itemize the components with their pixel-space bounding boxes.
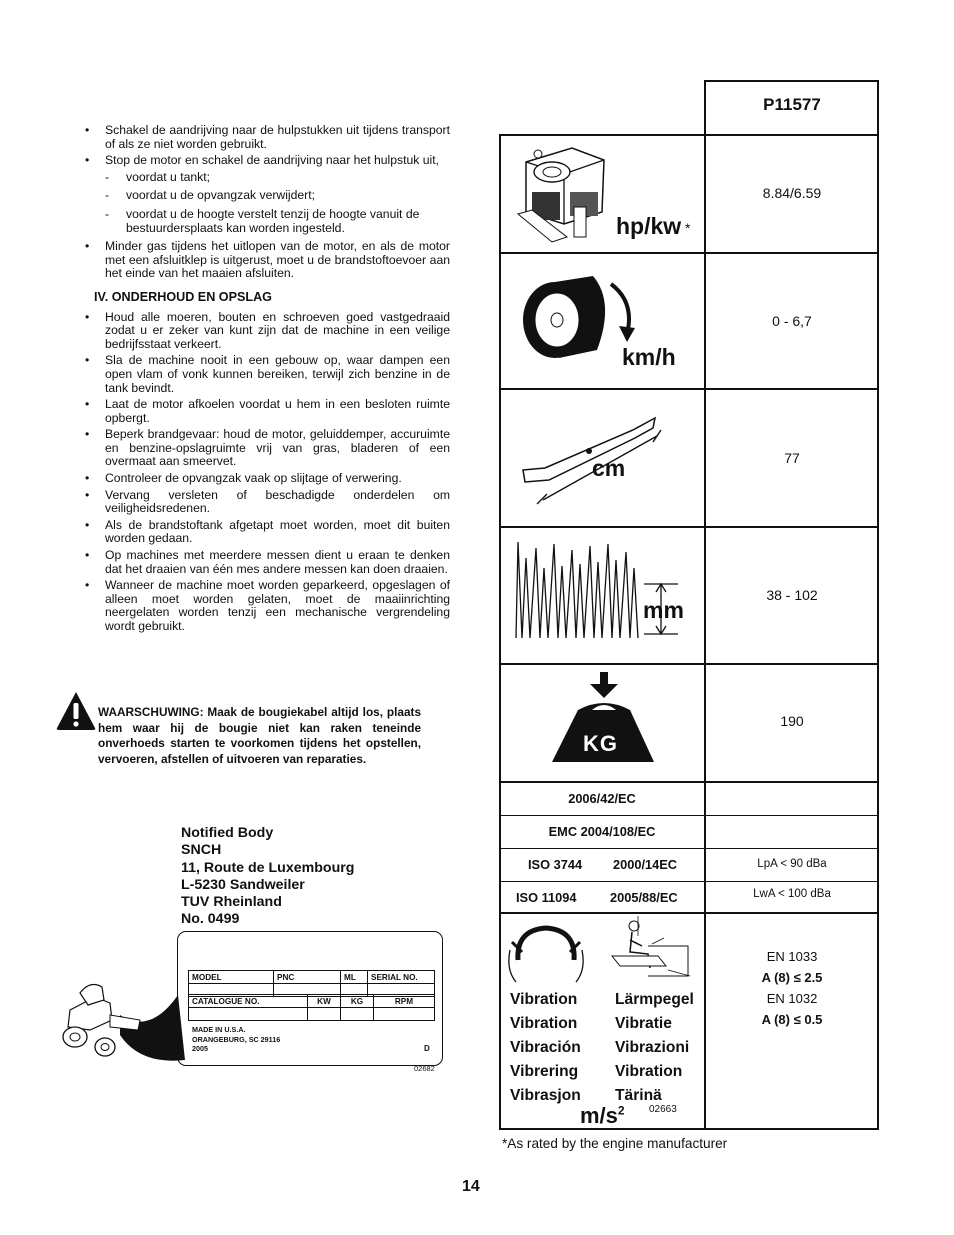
notified-body-line: TUV Rheinland xyxy=(181,894,282,911)
grid-line xyxy=(705,80,879,82)
sub-list-item: - voordat u tankt; xyxy=(82,171,450,185)
plate-cell: KG xyxy=(341,995,374,1008)
vibration-value: EN 1032 xyxy=(766,991,818,1006)
spec-value: 0 - 6,7 xyxy=(772,313,812,329)
unit-label: KG xyxy=(583,731,618,756)
list-item: • Minder gas tijdens het uitlopen van de motor, en als de motor met een afsluitklep is uitgerust, moet u de brandstoftoevoer aan het einde van het maaien afsluiten. xyxy=(82,240,450,281)
notified-body-line: L-5230 Sandweiler xyxy=(181,876,305,893)
model-number: P11577 xyxy=(763,95,821,114)
unit-label: cm xyxy=(592,455,626,481)
section-title: IV. ONDERHOUD EN OPSLAG xyxy=(94,289,272,304)
warning-icon xyxy=(55,690,97,732)
plate-cell: MODEL xyxy=(189,971,274,984)
list-item: • Op machines met meerdere messen dient u eraan te denken dat het draaien van één mes andere messen kan doen draaien. xyxy=(82,549,450,576)
unit-text: m/s xyxy=(580,1103,618,1128)
steering-vibration-icon xyxy=(506,920,586,984)
iso-standard: ISO 3744 xyxy=(528,857,583,872)
plate-cell: ML xyxy=(341,971,368,984)
unit-exponent: 2 xyxy=(617,1103,625,1118)
serial-plate xyxy=(177,931,443,1066)
blade-icon xyxy=(515,408,665,508)
directive: EMC 2004/108/EC xyxy=(548,824,656,839)
made-in xyxy=(192,1025,280,1054)
vibration-label: Vibratie xyxy=(615,1015,672,1032)
list-item: • Sla de machine nooit in een gebouw op, waar dampen een open vlam of vonk kunnen bereiken, terwijl zich benzine in de tank bevindt. xyxy=(82,354,450,395)
list-item: • Als de brandstoftank afgetapt moet worden, moet dit buiten worden gedaan. xyxy=(82,519,450,546)
asterisk: * xyxy=(685,220,691,236)
notified-body xyxy=(181,825,354,929)
plate-code: 02682 xyxy=(414,1064,435,1073)
list-item: • Wanneer de machine moet worden geparkeerd, opgeslagen of alleen moet worden gelaten, moet de maaiinrichting neergelaten worden tenzij een mechanische vergrendeling wordt gebruikt. xyxy=(82,579,450,633)
engine-icon xyxy=(512,142,612,248)
directive: 2006/42/EC xyxy=(568,791,636,806)
spec-value: 8.84/6.59 xyxy=(762,185,822,201)
notified-body-line: 11, Route de Luxembourg xyxy=(181,859,355,876)
grid-line xyxy=(499,912,879,914)
vibration-labels-left xyxy=(510,988,581,1108)
page-number: 14 xyxy=(462,1178,480,1195)
vibration-label: Vibración xyxy=(510,1039,581,1056)
vibration-labels-right xyxy=(615,988,694,1108)
vibration-label: Vibration xyxy=(510,1015,578,1032)
spec-value: 77 xyxy=(784,450,800,466)
vibration-label: Vibrazioni xyxy=(615,1039,690,1056)
figure-code: 02663 xyxy=(649,1104,677,1115)
list-item: • Stop de motor en schakel de aandrijving naar het hulpstuk uit, xyxy=(82,154,450,168)
plate-cell: CATALOGUE NO. xyxy=(189,995,308,1008)
plate-table-top xyxy=(188,970,435,997)
plate-table-bottom xyxy=(188,994,435,1021)
unit-label: mm xyxy=(643,597,684,623)
vibration-label: Vibration xyxy=(615,1063,683,1080)
sub-list-item: - voordat u de hoogte verstelt tenzij de hoogte vanuit de bestuurdersplaats kan worden ingesteld. xyxy=(82,208,450,235)
grass-height-icon xyxy=(512,538,687,643)
footnote: *As rated by the engine manufacturer xyxy=(502,1136,728,1151)
list-item: • Schakel de aandrijving naar de hulpstukken uit tijdens transport of als ze niet worden gebruikt. xyxy=(82,124,450,151)
vibration-unit xyxy=(580,1103,625,1129)
list-item: • Controleer de opvangzak vaak op slijtage of verwering. xyxy=(82,472,450,486)
list-item: • Beperk brandgevaar: houd de motor, geluiddemper, accuruimte en benzine-opslagruimte vrij van gras, bladeren of een overmaat aan smeervet. xyxy=(82,428,450,469)
iso-directive: 2000/14EC xyxy=(613,857,678,872)
grid-line xyxy=(499,252,879,254)
grid-line xyxy=(499,663,879,665)
notified-body-line: SNCH xyxy=(181,842,222,859)
warning-text: WAARSCHUWING: Maak de bougiekabel altijd los, plaats hem waar hij de bougie niet kan raken teneinde onverhoeds starten te voorkomen tijdens het opstellen, vervoeren, afstellen of uitvoeren van reparaties. xyxy=(98,705,421,766)
grid-line xyxy=(499,881,879,882)
made-line: 2005 xyxy=(192,1044,208,1053)
plate-cell: PNC xyxy=(274,971,341,984)
plate-cell: RPM xyxy=(374,995,435,1008)
grid-line xyxy=(499,781,879,783)
sub-list-item: - voordat u de opvangzak verwijdert; xyxy=(82,189,450,203)
vibration-label: Lärmpegel xyxy=(615,991,694,1008)
iso-directive: 2005/88/EC xyxy=(610,890,678,905)
vibration-label: Vibrering xyxy=(510,1063,579,1080)
noise-level: LpA < 90 dBa xyxy=(757,858,827,870)
spec-value: 38 - 102 xyxy=(766,587,818,603)
plate-cell: KW xyxy=(308,995,341,1008)
grid-line xyxy=(499,848,879,849)
notified-body-line: Notified Body xyxy=(181,825,274,841)
list-item: • Vervang versleten of beschadigde onderdelen om veiligheidsredenen. xyxy=(82,489,450,516)
made-line: MADE IN U.S.A. xyxy=(192,1025,246,1034)
vibration-value: EN 1033 xyxy=(766,949,818,964)
spec-value: 190 xyxy=(780,713,804,729)
vibration-value: A (8) ≤ 2.5 xyxy=(761,970,823,985)
iso-standard: ISO 11094 xyxy=(516,890,577,905)
vibration-label: Vibration xyxy=(510,991,578,1008)
notified-body-line: No. 0499 xyxy=(181,911,240,928)
grid-line xyxy=(499,388,879,390)
vibration-label: Tärinä xyxy=(615,1087,662,1104)
made-line: ORANGEBURG, SC 29116 xyxy=(192,1034,281,1044)
plate-cell: SERIAL NO. xyxy=(368,971,435,984)
list-item: • Laat de motor afkoelen voordat u hem in een besloten ruimte opbergt. xyxy=(82,398,450,425)
list-item: • Houd alle moeren, bouten en schroeven goed vastgedraaid zodat u er zeker van kunt zijn dat de machine in een veilige bedrijfsstaat verkeert. xyxy=(82,311,450,352)
grid-line xyxy=(499,815,879,816)
vibration-label: Vibrasjon xyxy=(510,1087,581,1104)
plate-d: D xyxy=(424,1044,430,1053)
seat-vibration-icon xyxy=(608,916,698,984)
grid-line xyxy=(499,134,501,1130)
grid-line xyxy=(499,1128,879,1130)
vibration-value: A (8) ≤ 0.5 xyxy=(761,1012,823,1027)
unit-label: hp/kw xyxy=(616,213,682,239)
grid-line xyxy=(499,526,879,528)
safety-text-column xyxy=(82,124,450,637)
tractor-icon xyxy=(50,975,190,1070)
grid-line xyxy=(499,134,879,136)
unit-label: km/h xyxy=(622,344,676,370)
noise-level: LwA < 100 dBa xyxy=(753,888,831,900)
vibration-values xyxy=(706,946,878,1030)
